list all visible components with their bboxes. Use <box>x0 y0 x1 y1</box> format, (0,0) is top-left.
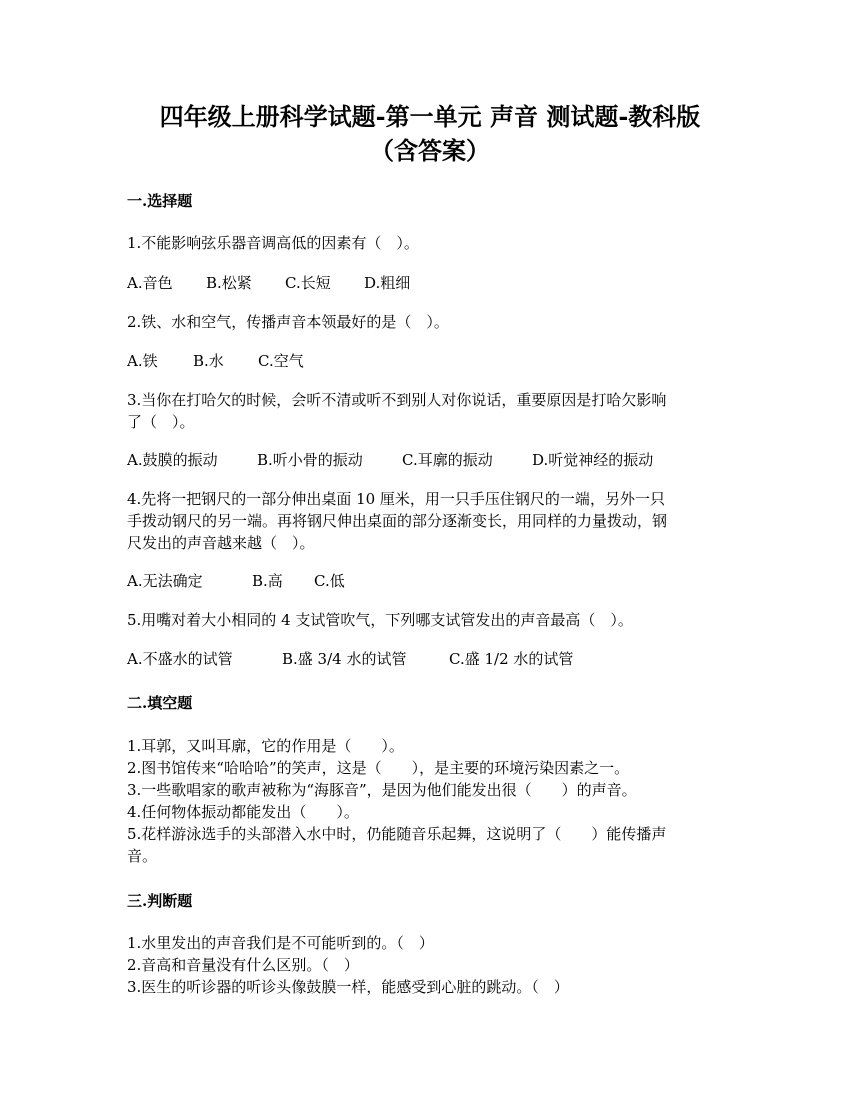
question-2-options <box>127 350 737 373</box>
fill-blank-2: 2.图书馆传来“哈哈哈”的笑声，这是（ ），是主要的环境污染因素之一。 <box>127 759 630 777</box>
true-false-2: 2.音高和音量没有什么区别。（ ） <box>127 956 359 974</box>
option-d: D.粗细 <box>364 274 411 292</box>
option-a: A.不盛水的试管 <box>127 650 233 668</box>
option-b: B.高 <box>252 572 283 590</box>
option-b: B.水 <box>193 352 224 370</box>
question-3-line-2: 了（ ）。 <box>127 413 195 431</box>
section-heading-choice: 一.选择题 <box>127 192 193 210</box>
option-c: C.耳廓的振动 <box>402 451 493 469</box>
option-c: C.长短 <box>285 274 331 292</box>
option-c: C.盛 1/2 水的试管 <box>449 650 574 668</box>
question-1-options <box>127 272 737 295</box>
option-a: A.无法确定 <box>127 572 203 590</box>
option-c: C.低 <box>314 572 345 590</box>
fill-blank-3: 3.一些歌唱家的歌声被称为“海豚音”，是因为他们能发出很（ ）的声音。 <box>127 781 637 799</box>
true-false-1: 1.水里发出的声音我们是不可能听到的。（ ） <box>127 934 434 952</box>
true-false-3: 3.医生的听诊器的听诊头像鼓膜一样，能感受到心脏的跳动。（ ） <box>127 978 569 996</box>
section-heading-true-false: 三.判断题 <box>127 892 193 910</box>
option-b: B.盛 3/4 水的试管 <box>282 650 407 668</box>
question-3-options <box>127 449 737 472</box>
option-a: A.铁 <box>127 352 158 370</box>
fill-blank-5-line-1: 5.花样游泳选手的头部潜入水中时，仍能随音乐起舞，这说明了（ ）能传播声 <box>127 825 667 843</box>
fill-blank-4: 4.任何物体振动都能发出（ ）。 <box>127 803 359 821</box>
option-b: B.松紧 <box>206 274 252 292</box>
question-4-line-3: 尺发出的声音越来越（ ）。 <box>127 534 315 552</box>
question-1: 1.不能影响弦乐器音调高低的因素有（ ）。 <box>127 234 419 252</box>
question-5: 5.用嘴对着大小相同的 4 支试管吹气，下列哪支试管发出的声音最高（ ）。 <box>127 611 633 629</box>
question-4-options <box>127 570 737 593</box>
question-4-line-1: 4.先将一把钢尺的一部分伸出桌面 10 厘米，用一只手压住钢尺的一端，另外一只 <box>127 490 665 508</box>
document-subtitle: （含答案） <box>370 136 490 165</box>
section-heading-fill-blank: 二.填空题 <box>127 694 193 712</box>
option-d: D.听觉神经的振动 <box>532 451 654 469</box>
question-2: 2.铁、水和空气，传播声音本领最好的是（ ）。 <box>127 313 449 331</box>
fill-blank-1: 1.耳郭，又叫耳廓，它的作用是（ ）。 <box>127 737 404 755</box>
option-a: A.音色 <box>127 274 173 292</box>
option-b: B.听小骨的振动 <box>257 451 363 469</box>
question-4-line-2: 手拨动钢尺的另一端。再将钢尺伸出桌面的部分逐渐变长，用同样的力量拨动，钢 <box>127 512 668 530</box>
option-c: C.空气 <box>258 352 304 370</box>
question-3-line-1: 3.当你在打哈欠的时候，会听不清或听不到别人对你说话，重要原因是打哈欠影响 <box>127 391 667 409</box>
fill-blank-5-line-2: 音。 <box>127 847 158 865</box>
question-5-options <box>127 648 737 671</box>
document-title: 四年级上册科学试题-第一单元 声音 测试题-教科版 <box>159 102 701 131</box>
option-a: A.鼓膜的振动 <box>127 451 218 469</box>
